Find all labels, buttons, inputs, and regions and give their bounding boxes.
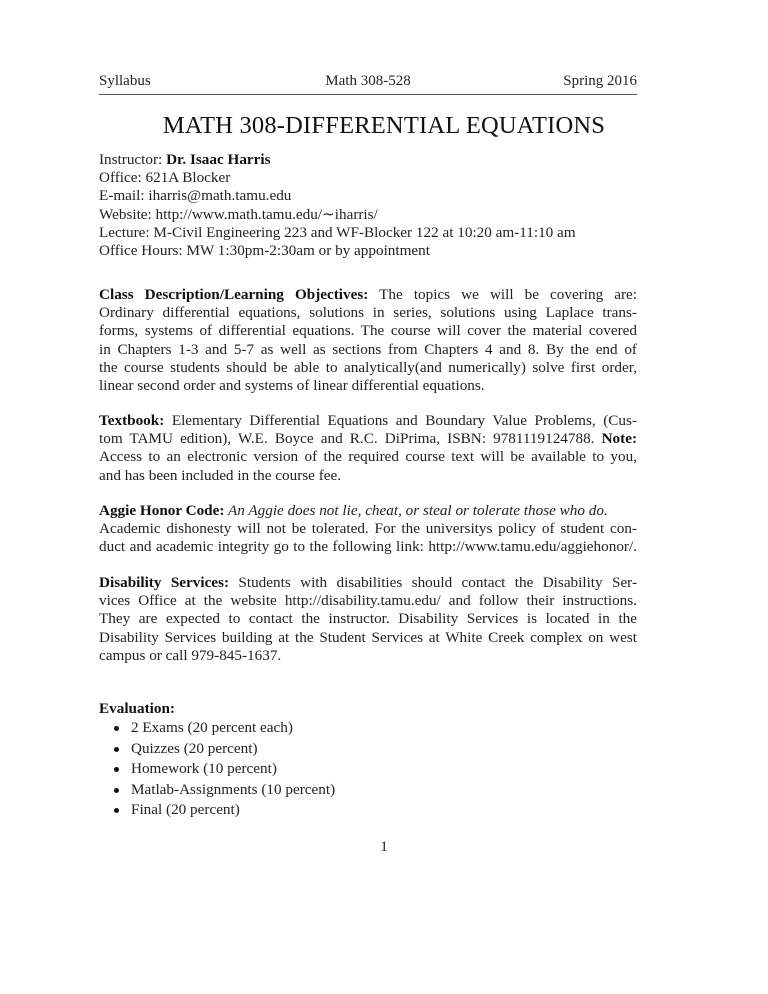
class-description-line: Ordinary differential equations, solutions in series, solutions using Laplace trans-: [99, 304, 637, 322]
instructor-info: [99, 151, 637, 260]
textbook-section: [99, 412, 637, 485]
textbook-line: Access to an electronic version of the required course text will be available to you,: [99, 448, 637, 466]
evaluation-item: Homework (10 percent): [114, 759, 637, 780]
disability-heading: Disability Services:: [99, 574, 230, 591]
disability-section: [99, 574, 637, 665]
evaluation-heading: Evaluation:: [99, 700, 175, 717]
bullet-icon: [114, 726, 119, 731]
disability-line: campus or call 979-845-1637.: [99, 646, 282, 664]
textbook-heading: Textbook:: [99, 412, 165, 429]
evaluation-item: Quizzes (20 percent): [114, 739, 637, 760]
page-number: 1: [380, 838, 388, 855]
textbook-line: tom TAMU edition), W.E. Boyce and R.C. DiPrima, ISBN: 9781119124788. Note:: [99, 430, 637, 448]
class-description-line: the course students should be able to analytically(and numerically) solve first order,: [99, 358, 637, 376]
disability-line[interactable]: vices Office at the website http://disability.tamu.edu/ and follow their instructions.: [99, 592, 637, 610]
textbook-line: and has been included in the course fee.: [99, 466, 342, 484]
bullet-icon: [114, 788, 119, 793]
header-left: Syllabus: [99, 73, 151, 89]
evaluation-item: Matlab-Assignments (10 percent): [114, 780, 637, 801]
disability-line: Disability Services building at the Student Services at White Creek complex on west: [99, 628, 637, 646]
class-description-heading: Class Description/Learning Objectives:: [99, 286, 369, 303]
evaluation-list: [99, 718, 637, 821]
page-title: MATH 308-DIFFERENTIAL EQUATIONS: [162, 112, 606, 139]
honor-code-line: [99, 502, 637, 520]
website-line[interactable]: Website: http://www.math.tamu.edu/∼iharris/: [99, 205, 378, 223]
honor-code-motto: An Aggie does not lie, cheat, or steal or tolerate those who do.: [224, 502, 608, 519]
class-description-section: [99, 286, 637, 395]
class-description-line: linear second order and systems of linear differential equations.: [99, 377, 485, 395]
class-description-line: forms, systems of differential equations. The course will cover the material covered: [99, 322, 637, 340]
instructor-label: Instructor:: [99, 151, 167, 168]
header-center: Math 308-528: [325, 73, 411, 89]
email-line[interactable]: E-mail: iharris@math.tamu.edu: [99, 187, 292, 205]
disability-line: They are expected to contact the instructor. Disability Services is located in the: [99, 610, 637, 628]
header-right: Spring 2016: [563, 73, 637, 89]
class-description-line: Class Description/Learning Objectives: The topics we will be covering are:: [99, 286, 637, 303]
bullet-icon: [114, 767, 119, 772]
honor-code-section: [99, 502, 637, 557]
honor-code-heading: Aggie Honor Code:: [99, 502, 225, 519]
instructor-name: Dr. Isaac Harris: [166, 151, 271, 168]
textbook-line: Textbook: Elementary Differential Equations and Boundary Value Problems, (Cus-: [99, 412, 637, 429]
header-rule: [99, 94, 637, 95]
disability-line: Disability Services: Students with disabilities should contact the Disability Ser-: [99, 574, 637, 591]
evaluation-item: 2 Exams (20 percent each): [114, 718, 637, 739]
evaluation-section: [99, 700, 637, 821]
honor-code-line[interactable]: duct and academic integrity go to the following link: http://www.tamu.edu/aggiehonor/.: [99, 538, 637, 556]
lecture-line: Lecture: M-Civil Engineering 223 and WF-Blocker 122 at 10:20 am-11:10 am: [99, 223, 576, 241]
evaluation-item: Final (20 percent): [114, 800, 637, 821]
bullet-icon: [114, 747, 119, 752]
honor-code-line: Academic dishonesty will not be tolerated. For the universitys policy of student con-: [99, 520, 637, 538]
note-label: Note:: [601, 430, 637, 448]
instructor-line: [99, 151, 637, 169]
office-hours-line: Office Hours: MW 1:30pm-2:30am or by appointment: [99, 242, 430, 260]
bullet-icon: [114, 808, 119, 813]
running-header: [99, 73, 637, 93]
class-description-line: in Chapters 1-3 and 5-7 as well as sections from Chapters 4 and 8. By the end of: [99, 340, 637, 358]
office-line: Office: 621A Blocker: [99, 169, 231, 187]
